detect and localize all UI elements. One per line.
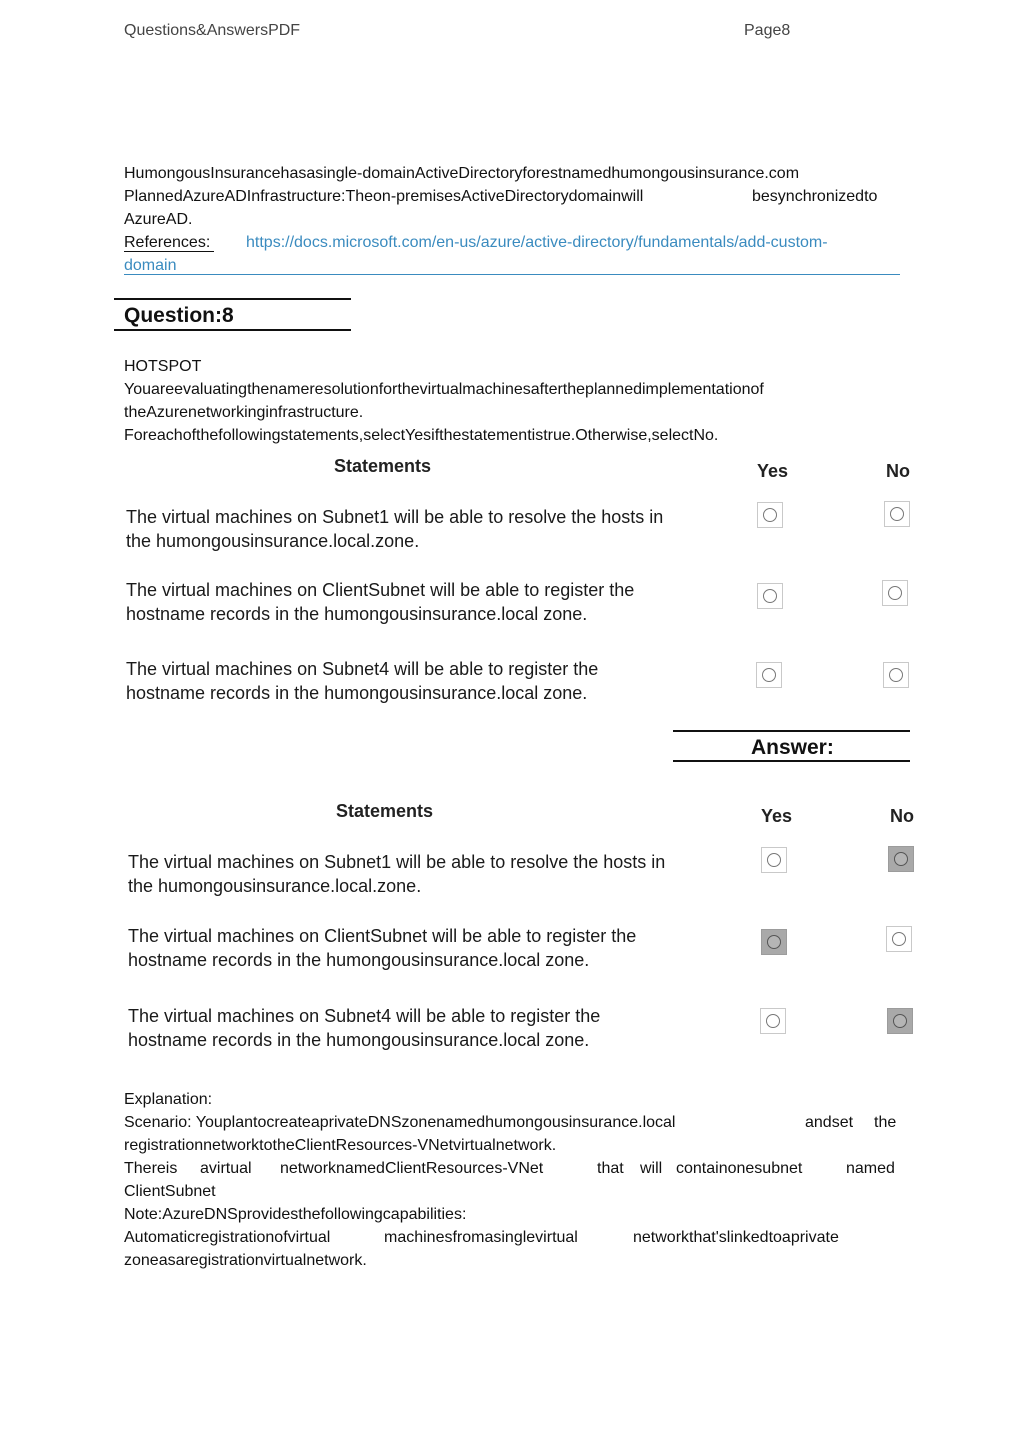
no-header: No: [886, 461, 910, 481]
header-title: Questions&AnswersPDF: [124, 22, 301, 39]
radio-circle-icon: [892, 932, 906, 946]
answer-statement-2-line-2: hostname records in the humongousinsurance.local zone.: [128, 950, 590, 970]
explanation-line-3d: that: [597, 1160, 624, 1177]
a-statement-3-no-radio-selected[interactable]: [887, 1008, 913, 1034]
page-number: Page8: [744, 22, 791, 39]
intro-line-2a: PlannedAzureADInfrastructure:Theon-premisesActiveDirectorydomainwill: [124, 188, 644, 205]
explanation-line-5: Note:AzureDNSprovidesthefollowingcapabilities:: [124, 1206, 467, 1223]
intro-line-2b: besynchronizedto: [752, 188, 878, 205]
answer-title: Answer:: [751, 736, 834, 759]
statements-header: Statements: [334, 456, 432, 476]
answer-statement-1: [128, 850, 728, 898]
statement-3: [126, 657, 726, 705]
answer-statement-2: [128, 924, 728, 972]
answer-statement-2-line-1: The virtual machines on ClientSubnet will be able to register the: [128, 926, 637, 946]
explanation-line-6b: machinesfromasinglevirtual: [384, 1229, 578, 1246]
radio-circle-icon: [767, 935, 781, 949]
q-statement-1-yes-radio[interactable]: [757, 502, 783, 528]
a-statement-1-no-radio-selected[interactable]: [888, 846, 914, 872]
answer-statement-1-line-1: The virtual machines on Subnet1 will be able to resolve the hosts in: [128, 852, 666, 872]
explanation-line-1a: Scenario: YouplantocreateaprivateDNSzonenamedhumongousinsurance.local: [124, 1114, 676, 1131]
answer-no-header: No: [890, 806, 914, 826]
a-statement-2-no-radio[interactable]: [886, 926, 912, 952]
radio-circle-icon: [894, 852, 908, 866]
radio-circle-icon: [888, 586, 902, 600]
explanation-line-3e: will: [640, 1160, 663, 1177]
answer-statement-3: [128, 1004, 728, 1052]
explanation-line-3a: Thereis: [124, 1160, 178, 1177]
references-label: References:: [124, 234, 211, 251]
question-line-1: Youareevaluatingthenameresolutionforthevirtualmachinesaftertheplannedimplementationof: [124, 381, 764, 398]
q-statement-3-yes-radio[interactable]: [756, 662, 782, 688]
statement-2: [126, 578, 726, 626]
yes-header: Yes: [757, 461, 789, 481]
explanation-line-3c: networknamedClientResources-VNet: [280, 1160, 544, 1177]
explanation-line-3b: avirtual: [200, 1160, 252, 1177]
statement-3-line-2: hostname records in the humongousinsurance.local zone.: [126, 683, 588, 703]
answer-statement-3-line-2: hostname records in the humongousinsurance.local zone.: [128, 1030, 590, 1050]
explanation-line-4: ClientSubnet: [124, 1183, 216, 1200]
explanation-line-3f: containonesubnet: [676, 1160, 803, 1177]
question-line-3: Foreachofthefollowingstatements,selectYesifthestatementistrue.Otherwise,selectNo.: [124, 427, 719, 444]
references-underline: [124, 251, 214, 252]
statement-1: [126, 505, 726, 553]
radio-circle-icon: [889, 668, 903, 682]
q-statement-2-no-radio[interactable]: [882, 580, 908, 606]
intro-line-1: HumongousInsurancehasasingle-domainActiveDirectoryforestnamedhumongousinsurance.com: [124, 165, 800, 182]
radio-circle-icon: [763, 508, 777, 522]
reference-link-underline: [124, 274, 900, 275]
explanation-line-6a: Automaticregistrationofvirtual: [124, 1229, 331, 1246]
explanation-line-2: registrationnetworktotheClientResources-VNetvirtualnetwork.: [124, 1137, 557, 1154]
reference-link-part2[interactable]: domain: [124, 257, 177, 274]
radio-circle-icon: [766, 1014, 780, 1028]
a-statement-3-yes-radio[interactable]: [760, 1008, 786, 1034]
a-statement-1-yes-radio[interactable]: [761, 847, 787, 873]
radio-circle-icon: [767, 853, 781, 867]
radio-circle-icon: [762, 668, 776, 682]
answer-statements-header: Statements: [336, 801, 434, 821]
answer-rule-bottom: [673, 760, 910, 762]
explanation-line-3g: named: [846, 1160, 895, 1177]
question-line-2: theAzurenetworkinginfrastructure.: [124, 404, 364, 421]
radio-circle-icon: [893, 1014, 907, 1028]
q-statement-1-no-radio[interactable]: [884, 501, 910, 527]
question-type: HOTSPOT: [124, 358, 202, 375]
statement-2-line-2: hostname records in the humongousinsurance.local zone.: [126, 604, 588, 624]
radio-circle-icon: [763, 589, 777, 603]
reference-link-part1[interactable]: https://docs.microsoft.com/en-us/azure/active-directory/fundamentals/add-custom-: [246, 234, 828, 251]
explanation-line-1c: the: [874, 1114, 897, 1131]
question-rule-bottom: [114, 329, 351, 331]
statement-1-line-2: the humongousinsurance.local.zone.: [126, 531, 420, 551]
q-statement-3-no-radio[interactable]: [883, 662, 909, 688]
statement-3-line-1: The virtual machines on Subnet4 will be able to register the: [126, 659, 599, 679]
explanation-line-1b: andset: [805, 1114, 854, 1131]
question-rule-top: [114, 298, 351, 300]
q-statement-2-yes-radio[interactable]: [757, 583, 783, 609]
a-statement-2-yes-radio-selected[interactable]: [761, 929, 787, 955]
answer-yes-header: Yes: [761, 806, 793, 826]
answer-statement-1-line-2: the humongousinsurance.local.zone.: [128, 876, 422, 896]
answer-statement-3-line-1: The virtual machines on Subnet4 will be able to register the: [128, 1006, 601, 1026]
intro-line-3: AzureAD.: [124, 211, 193, 228]
radio-circle-icon: [890, 507, 904, 521]
answer-rule-top: [673, 730, 910, 732]
explanation-label: Explanation:: [124, 1091, 213, 1108]
statement-2-line-1: The virtual machines on ClientSubnet will be able to register the: [126, 580, 635, 600]
question-title: Question:8: [124, 304, 234, 327]
statement-1-line-1: The virtual machines on Subnet1 will be able to resolve the hosts in: [126, 507, 664, 527]
explanation-line-6c: networkthat'slinkedtoaprivate: [633, 1229, 839, 1246]
explanation-line-7: zoneasaregistrationvirtualnetwork.: [124, 1252, 367, 1269]
